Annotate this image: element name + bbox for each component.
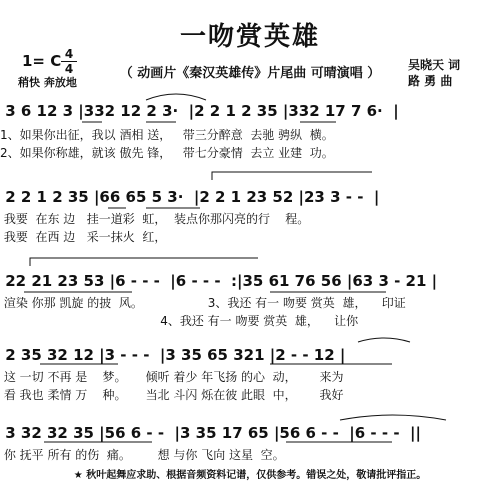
volta-bracket-1: [212, 172, 372, 180]
song-title: 一吻赏英雄: [179, 22, 320, 52]
notation-row-1: 3 6 12 3 |332 12 2 3· |2 2 1 2 35 |332 17 7 6· |: [0, 102, 399, 120]
notation-row-2: 2 2 1 2 35 |66 65 5 3· |2 2 1 23 52 |23 3 - - |: [0, 188, 380, 206]
lyric-row-4-verse-2: 看 我也 柔情 万 种。 当北 斗闪 烁在彼 此眼 中， 我好: [0, 388, 344, 402]
notation-row-4: 2 35 32 12 |3 - - - |3 35 65 321 |2 - - 12 |: [0, 346, 346, 364]
lyric-row-1-verse-1: 1、如果你出征，我以 酒相 送， 带三分醉意 去驰 骋纵 横。: [0, 128, 334, 142]
lyric-row-2-verse-1: 我要 在东 边 挂一道彩 虹， 装点你那闪亮的行 程。: [0, 212, 310, 226]
lyric-row-4-verse-1: 这 一切 不再 是 梦。 倾听 着少 年飞扬 的心 动， 来为: [0, 370, 344, 384]
lyric-row-3-verse-1: 渲染 你那 凯旋 的披 风。 3、我还 有一 吻要 赏英 雄， 印证: [0, 296, 406, 310]
song-subtitle: （ 动画片《秦汉英雄传》片尾曲 可晴演唱 ）: [119, 66, 381, 81]
lyric-row-5-verse-1: 你 抚平 所有 的伤 痛。 想 与你 飞向 这星 空。: [0, 448, 285, 462]
notation-row-5: 3 32 32 35 |56 6 - - |3 35 17 65 |56 6 - - |6 - - - ||: [0, 424, 421, 442]
lyric-row-1-verse-2: 2、如果你称雄，就该 傲先 锋， 带七分豪情 去立 业建 功。: [0, 146, 334, 160]
lyricist-credit: 吴晓天 词: [408, 58, 461, 72]
time-signature-top: 4: [64, 47, 74, 61]
slur-row-4: [358, 338, 410, 342]
volta-bracket-2: [30, 258, 258, 266]
lyric-row-2-verse-2: 我要 在西 边 采一抹火 红，: [0, 230, 167, 244]
slur-row-5: [340, 415, 446, 420]
time-signature-bottom: 4: [64, 62, 74, 76]
time-signature: [61, 48, 77, 75]
key-signature: 1= C: [22, 52, 62, 70]
notation-row-3: 22 21 23 53 |6 - - - |6 - - - :|35 61 76 56 |63 3 - 21 |: [0, 272, 438, 290]
tempo-marking: 稍快 奔放地: [18, 76, 77, 89]
lyric-row-3-verse-2: 4、我还 有一 吻要 赏英 雄， 让你: [0, 314, 359, 328]
composer-credit: 路 勇 曲: [408, 74, 453, 88]
footer-note: ★ 秋叶起舞应求助、根据音频资料记谱，仅供参考。错误之处，敬请批评指正。: [73, 470, 427, 481]
slur-row-1: [146, 94, 206, 100]
